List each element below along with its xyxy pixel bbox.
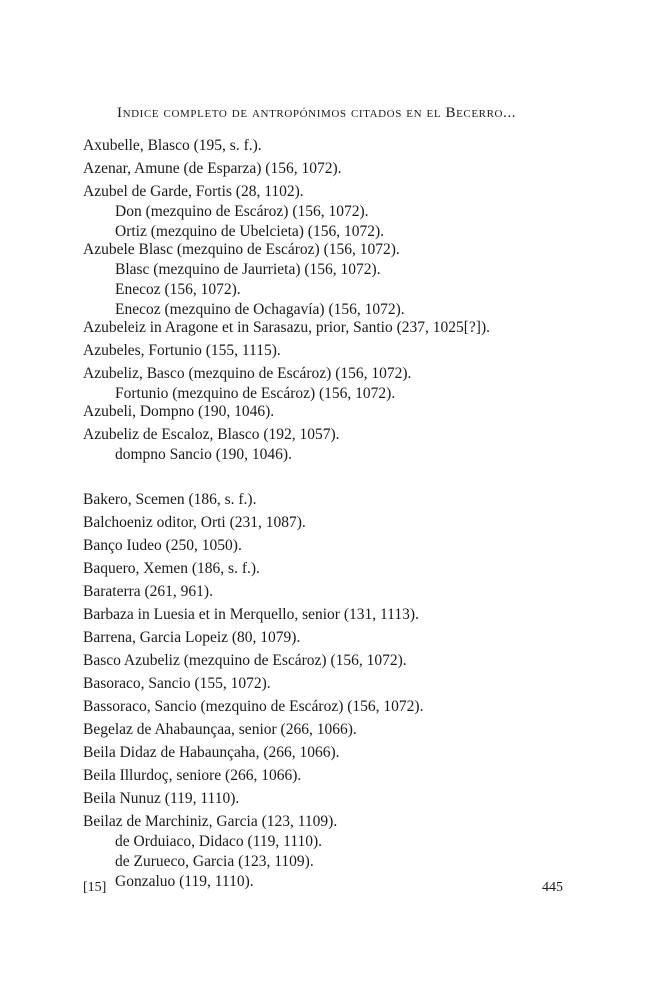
entry-main: Banço Iudeo (250, 1050). — [83, 537, 242, 554]
index-entry — [83, 789, 239, 809]
entry-main: Barbaza in Luesia et in Merquello, senior (131, 1113). — [83, 606, 419, 623]
running-head: Indice completo de antropónimos citados en el Becerro... — [117, 105, 517, 121]
entry-main: Azubel de Garde, Fortis (28, 1102). — [83, 183, 304, 200]
entry-main: Azubele Blasc (mezquino de Escároz) (156, 1072). — [83, 241, 400, 258]
entry-main: Baraterra (261, 961). — [83, 583, 213, 600]
entry-main: Bassoraco, Sancio (mezquino de Escároz) (156, 1072). — [83, 698, 424, 715]
entry-main: Beilaz de Marchiniz, Garcia (123, 1109). — [83, 813, 338, 830]
index-entry — [83, 536, 242, 556]
entry-main: Azenar, Amune (de Esparza) (156, 1072). — [83, 160, 342, 177]
entry-main: Begelaz de Ahabaunçaa, senior (266, 1066). — [83, 721, 357, 738]
entry-sub: Enecoz (mezquino de Ochagavía) (156, 1072). — [115, 301, 405, 318]
index-entry — [83, 605, 419, 625]
entry-main: Basoraco, Sancio (155, 1072). — [83, 675, 271, 692]
entry-sub: Ortiz (mezquino de Ubelcieta) (156, 1072). — [115, 223, 385, 240]
page-number: 445 — [542, 880, 563, 895]
index-entry — [83, 402, 274, 422]
index-entry — [83, 136, 262, 156]
index-entry — [83, 240, 405, 320]
folio-bracket-number: [15] — [83, 880, 107, 895]
index-entry — [83, 812, 337, 892]
entry-main: Barrena, Garcia Lopeiz (80, 1079). — [83, 629, 301, 646]
entry-sub: de Zurueco, Garcia (123, 1109). — [115, 853, 314, 870]
index-entry — [83, 628, 300, 648]
index-entry — [83, 318, 490, 338]
entry-main: Azubeleiz in Aragone et in Sarasazu, prior, Santio (237, 1025[?]). — [83, 319, 490, 336]
entry-main: Azubeles, Fortunio (155, 1115). — [83, 342, 281, 359]
entry-main: Axubelle, Blasco (195, s. f.). — [83, 137, 262, 154]
entry-sub: Gonzaluo (119, 1110). — [115, 873, 254, 890]
index-entry — [83, 651, 407, 671]
entry-main: Beila Nunuz (119, 1110). — [83, 790, 240, 807]
entry-sub: Fortunio (mezquino de Escároz) (156, 1072). — [115, 385, 396, 402]
index-entry — [83, 425, 340, 465]
entry-main: Basco Azubeliz (mezquino de Escároz) (156, 1072). — [83, 652, 407, 669]
index-entry — [83, 674, 271, 694]
index-entry — [83, 513, 306, 533]
entry-main: Azubeli, Dompno (190, 1046). — [83, 403, 275, 420]
entry-main: Beila Illurdoç, seniore (266, 1066). — [83, 767, 302, 784]
entry-main: Beila Didaz de Habaunçaha, (266, 1066). — [83, 744, 340, 761]
entry-main: Balchoeniz oditor, Orti (231, 1087). — [83, 514, 306, 531]
index-entry — [83, 766, 301, 786]
entry-sub: Don (mezquino de Escároz) (156, 1072). — [115, 203, 369, 220]
index-entry — [83, 364, 411, 404]
index-entry — [83, 182, 384, 242]
index-entry — [83, 582, 213, 602]
index-entry — [83, 490, 256, 510]
entry-sub: Enecoz (156, 1072). — [115, 281, 241, 298]
index-entry — [83, 743, 340, 763]
index-entry — [83, 720, 357, 740]
index-entry — [83, 341, 281, 361]
index-entry — [83, 559, 260, 579]
entry-sub: de Orduiaco, Didaco (119, 1110). — [115, 833, 323, 850]
index-entry — [83, 697, 423, 717]
entry-main: Baquero, Xemen (186, s. f.). — [83, 560, 260, 577]
entry-sub: dompno Sancio (190, 1046). — [115, 446, 292, 463]
entry-main: Bakero, Scemen (186, s. f.). — [83, 491, 257, 508]
index-entry — [83, 159, 341, 179]
entry-sub: Blasc (mezquino de Jaurrieta) (156, 1072). — [115, 261, 381, 278]
entry-main: Azubeliz, Basco (mezquino de Escároz) (156, 1072). — [83, 365, 412, 382]
entry-main: Azubeliz de Escaloz, Blasco (192, 1057). — [83, 426, 340, 443]
